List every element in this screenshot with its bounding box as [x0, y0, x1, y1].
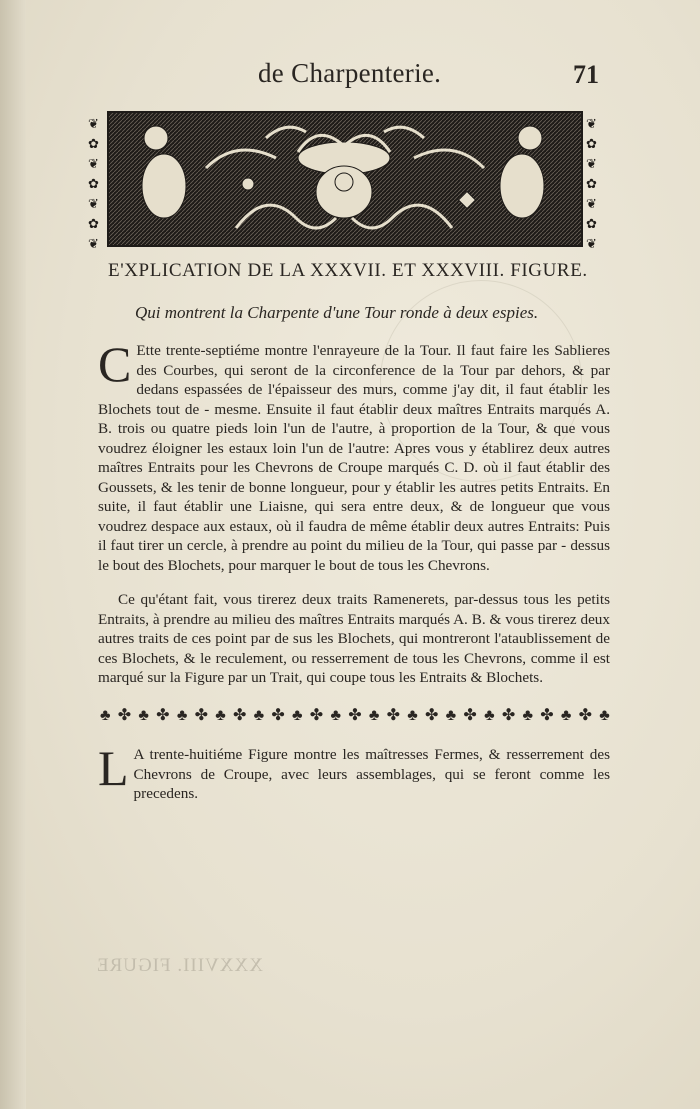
svg-text:✿: ✿: [88, 216, 99, 231]
section-heading: E'XPLICATION DE LA XXXVII. ET XXXVIII. FIGURE.: [108, 260, 588, 281]
svg-text:❦: ❦: [88, 196, 99, 211]
paragraph-3: [98, 740, 610, 804]
svg-text:❦: ❦: [88, 156, 99, 171]
svg-text:❦: ❦: [586, 156, 597, 171]
running-header: de Charpenterie.: [258, 58, 442, 88]
fleuron-divider: ♣ ✤ ♣ ✤ ♣ ✤ ♣ ✤ ♣ ✤ ♣ ✤ ♣ ✤ ♣ ✤ ♣ ✤ ♣ ✤ ♣ ✤ ♣ ✤ ♣ ✤ ♣: [100, 707, 610, 724]
paragraph-3-text: A trente-huitiéme Figure montre les maîtresses Fermes, & resserrement des Chevrons de Croupe, avec leurs assemblages, qui se feront comme les precedens.: [133, 746, 610, 802]
drop-cap: L: [98, 740, 129, 796]
woodcut-headpiece: [86, 108, 606, 250]
svg-text:❦: ❦: [586, 236, 597, 250]
svg-text:✿: ✿: [586, 136, 597, 151]
svg-text:✿: ✿: [586, 216, 597, 231]
svg-text:❦: ❦: [88, 116, 99, 131]
svg-text:❦: ❦: [88, 236, 99, 250]
page-gutter: [0, 0, 26, 1109]
paragraph-2: Ce qu'étant fait, vous tirerez deux traits Ramenerets, par-dessus tous les petits Entraits, à prendre au milieu des maîtres Entraits marqués A. B. & vous tirerez deux autres traits de ces point par de sus les Blochets, qui montreront l'ataublissement de ces Blochets, & le reculement, ou resserrement de tous les Chevrons, comme il est marqué sur la Figure par un Trait, qui coupe tous les Entraits & Blochets.: [98, 591, 610, 686]
svg-text:✿: ✿: [88, 176, 99, 191]
fleuron-ornament: ♣: [100, 707, 111, 724]
svg-text:✿: ✿: [586, 176, 597, 191]
svg-text:❦: ❦: [586, 116, 597, 131]
paragraph-1-text: Ette trente-septiéme montre l'enrayeure de la Tour. Il faut faire les Sablieres des Courbes, qui seront de la circonference de la Tour par dehors, & par dedans espassées de l'épaisseur des murs, comme j'ay dit, il faut établir les Blochets tout de - mesme. Ensuite il faut établir deux maîtres Entraits marqués A. B. trois ou quatre pieds loin l'un de l'autre, à proportion de la Tour, & que vous voudrez éloigner les estaux loin l'un de l'autre: Apres vous y établirez deux autres maîtres Entraits pour les Chevrons de Croupe marqués C. D. où il faut établir des Goussets, & les tenir de bonne longueur, pour y établir les autres petits Entraits. En suite, il faut établir une Liaisne, qui sera entre deux, & de longueur que vous voudrez despace aux estaux, où il faudra de même établir deux autres Entraits: Puis il faut tirer un cercle, à prendre au point du milieu de la Tour, qui passe par - dessus le bout des Blochets, pour marquer le bout de tous les Chevrons.: [98, 342, 610, 574]
section-subtitle: Qui montrent la Charpente d'une Tour ronde à deux espies.: [135, 303, 539, 322]
drop-cap: C: [98, 336, 132, 392]
bleed-through-text: XXXVIII. FIGURE: [96, 955, 263, 976]
page-number: 71: [573, 60, 599, 89]
paragraph-1: [98, 336, 610, 575]
svg-text:❦: ❦: [586, 196, 597, 211]
svg-text:✿: ✿: [88, 136, 99, 151]
